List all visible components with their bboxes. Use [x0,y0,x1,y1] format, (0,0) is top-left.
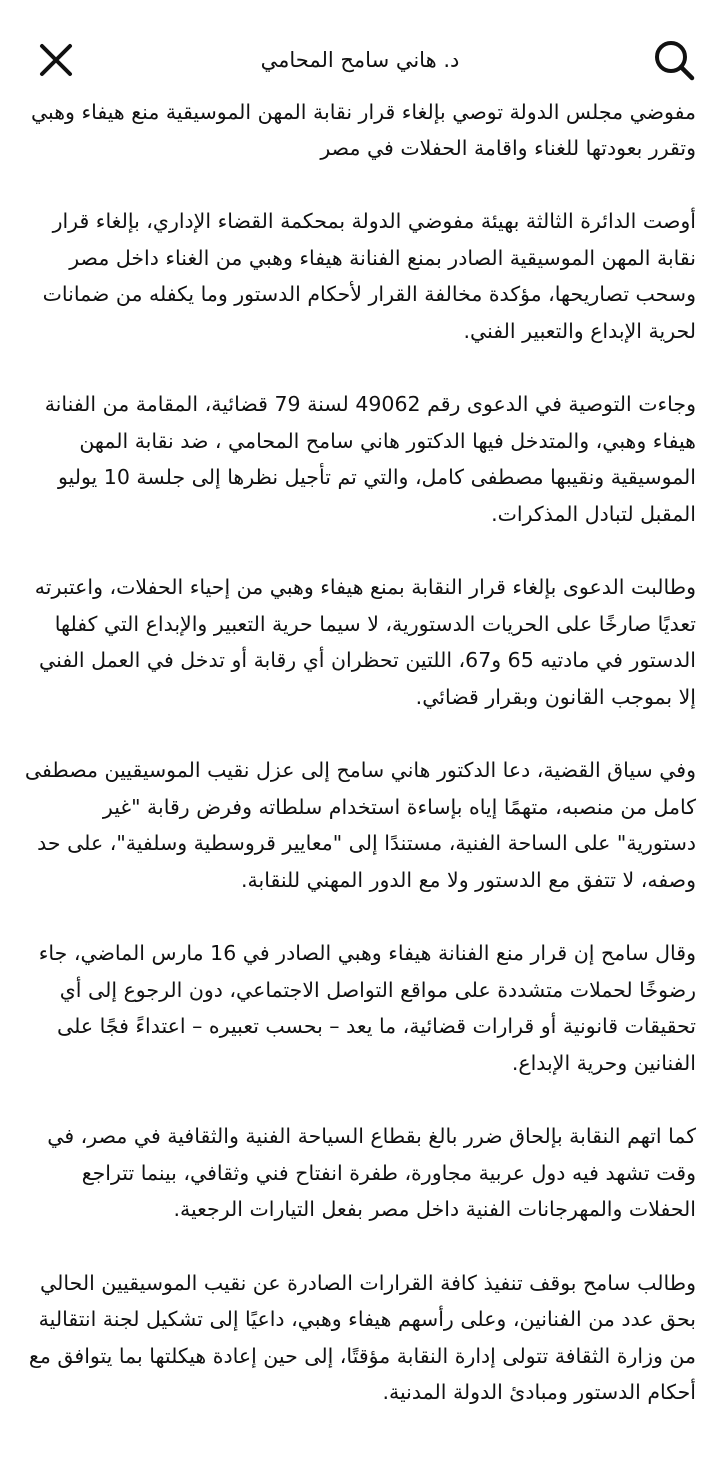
search-icon [652,38,696,82]
article-paragraph: أوصت الدائرة الثالثة بهيئة مفوضي الدولة بمحكمة القضاء الإداري، بإلغاء قرار نقابة المهن الموسيقية الصادر بمنع الفنانة هيفاء وهبي من الغناء داخل مصر وسحب تصاريحها، مؤكدة مخالفة القرار لأحكام الدستور وما يكفله من ضمانات لحرية الإبداع والتعبير الفني. [42,209,696,344]
article-paragraph: كما اتهم النقابة بإلحاق ضرر بالغ بقطاع السياحة الفنية والثقافية في مصر، في وقت تشهد فيه دول عربية مجاورة، طفرة انفتاح فني وثقافي، بينما تتراجع الحفلات والمهرجانات الفنية داخل مصر بفعل التيارات الرجعية. [47,1124,696,1222]
article-paragraph: وطالب سامح بوقف تنفيذ كافة القرارات الصادرة عن نقيب الموسيقيين الحالي بحق عدد من الفنانين، وعلى رأسهم هيفاء وهبي، داعيًا إلى تشكيل لجنة انتقالية من وزارة الثقافة تتولى إدارة النقابة مؤقتًا، إلى حين إعادة هيكلتها بما يتوافق مع أحكام الدستور ومبادئ الدولة المدنية. [28,1270,696,1405]
top-bar [0,0,720,96]
article-paragraph: وفي سياق القضية، دعا الدكتور هاني سامح إلى عزل نقيب الموسيقيين مصطفى كامل من منصبه، متهمًا إياه بإساءة استخدام سلطاته وفرض رقابة "غير دستورية" على الساحة الفنية، مستندًا إلى "معايير قروسطية وسلفية"، على حد وصفه، لا تتفق مع الدستور ولا مع الدور المهني للنقابة. [24,758,696,892]
article-paragraph: وقال سامح إن قرار منع الفنانة هيفاء وهبي الصادر في 16 مارس الماضي، جاء رضوخًا لحملات متشددة على مواقع التواصل الاجتماعي، دون الرجوع إلى أي تحقيقات قانونية أو قرارات قضائية، ما يعد – بحسب تعبيره – اعتداءً فجًا على الفنانين وحرية الإبداع. [38,941,696,1075]
article-body [24,94,696,1411]
page-title: د. هاني سامح المحامي [260,48,460,72]
article-paragraph: مفوضي مجلس الدولة توصي بإلغاء قرار نقابة المهن الموسيقية منع هيفاء وهبي وتقرر بعودتها للغناء واقامة الحفلات في مصر [30,99,696,161]
article-paragraph: وجاءت التوصية في الدعوى رقم 49062 لسنة 79 قضائية، المقامة من الفنانة هيفاء وهبي، والمتدخل فيها الدكتور هاني سامح المحامي ، ضد نقابة المهن الموسيقية ونقيبها مصطفى كامل، والتي تم تأجيل نظرها إلى جلسة 10 يوليو المقبل لتبادل المذكرات. [44,392,696,527]
search-button[interactable] [650,36,698,84]
article-paragraph: وطالبت الدعوى بإلغاء قرار النقابة بمنع هيفاء وهبي من إحياء الحفلات، واعتبرته تعديًا صارخًا على الحريات الدستورية، لا سيما حرية التعبير والإبداع التي كفلها الدستور في مادتيه 65 و67، اللتين تحظران أي رقابة أو تدخل في العمل الفني إلا بموجب القانون وبقرار قضائي. [34,575,696,709]
